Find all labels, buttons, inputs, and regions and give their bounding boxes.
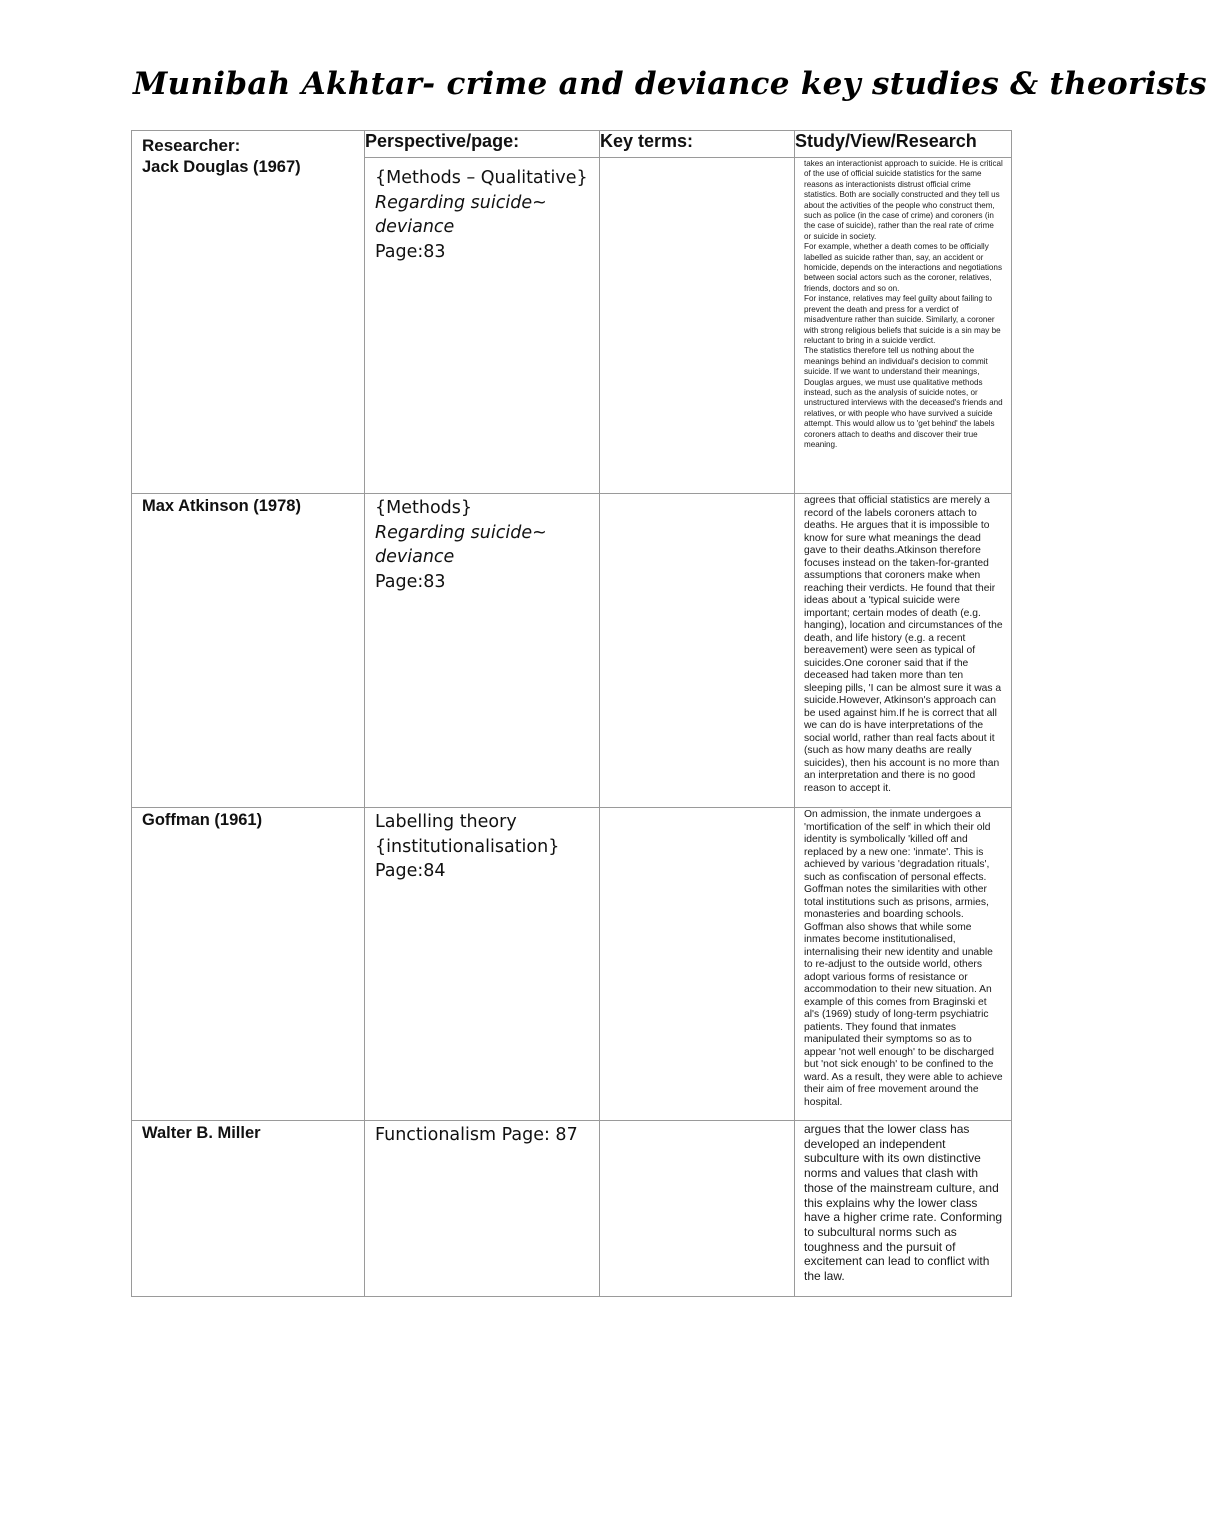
researcher-cell [132, 1121, 365, 1297]
perspective-line: Regarding suicide~ [375, 192, 547, 213]
study-cell [795, 158, 1012, 494]
perspective-line: {institutionalisation} [375, 836, 560, 857]
table-row [132, 494, 1012, 808]
perspective-cell [365, 158, 600, 494]
study-text: On admission, the inmate undergoes a 'mortification of the self' in which their old identity is symbolically 'killed off and replaced by a new one: 'inmate'. This is achieved by various 'degradation rituals', such as confiscation of personal effects. Goffman notes the similarities with other total institutions such as prisons, armies, monasteries and boarding schools. Goffman also shows that while some inmates become institutionalised, internalising their new identity and unable to re-adjust to the outside world, others adopt various forms of resistance or accommodation to their new situation. An example of this comes from Braginski et al's (1969) study of long-term psychiatric patients. They found that inmates manipulated their symptoms so as to appear 'not well enough' to be discharged but 'not sick enough' to be confined to the ward. As a result, they were able to achieve their aim of free movement around the hospital. [804, 809, 1003, 1108]
study-cell [795, 494, 1012, 808]
key-terms-cell [600, 808, 795, 1121]
study-text: agrees that official statistics are merely a record of the labels coroners attach to deaths. He argues that it is impossible to know for sure what meanings the dead gave to their deaths.Atkinson therefore focuses instead on the taken-for-granted assumptions that coroners make when reaching their verdicts. He found that their ideas about a 'typical suicide were important; certain modes of death (e.g. hanging), location and circumstances of the death, and life history (e.g. a recent bereavement) were seen as typical of suicides.One coroner said that if the deceased had taken more than ten sleeping pills, 'I can be almost sure it was a suicide.However, Atkinson's approach can be used against him.If he is correct that all we can do is have interpretations of the social world, rather than real facts about it (such as how many deaths are really suicides), then his account is no more than an interpretation and there is no good reason to accept it. [804, 495, 1003, 794]
table-row [132, 1121, 1012, 1297]
researcher-cell [132, 131, 365, 494]
study-text: argues that the lower class has developed an independent subculture with its own distinctive norms and values that clash with those of the mainstream culture, and this explains why the lower class have a higher crime rate. Conforming to subcultural norms such as toughness and the pursuit of excitement can lead to conflict with the law. [804, 1122, 1003, 1284]
researcher-name: Walter B. Miller [142, 1124, 261, 1142]
key-terms-cell [600, 494, 795, 808]
perspective-cell [365, 808, 600, 1121]
perspective-line: Regarding suicide~ [375, 522, 547, 543]
key-terms-cell [600, 158, 795, 494]
perspective-line: deviance [375, 217, 455, 237]
perspective-cell [365, 1121, 600, 1297]
perspective-page: Page:84 [375, 861, 446, 881]
perspective-line: {Methods} [375, 498, 473, 518]
researcher-header: Researcher: [142, 136, 241, 155]
perspective-cell [365, 494, 600, 808]
perspective-line: Labelling theory [375, 812, 517, 832]
study-cell [795, 808, 1012, 1121]
page-title: Munibah Akhtar- crime and deviance key studies & theorists [133, 66, 1207, 102]
perspective-header: Perspective/page: [365, 131, 600, 158]
study-text: takes an interactionist approach to suicide. He is critical of the use of official suicide statistics for the same reasons as interactionists distrust official crime statistics. Both are socially constructed and they tell us about the activities of the people who construct them, such as police (in the case of crime) and coroners (in the case of suicide), rather than the real rate of crime or suicide in society. For example, whether a death comes to be officially labelled as suicide rather than, say, an accident or homicide, depends on the interactions and negotiations between social actors such as the coroner, relatives, friends, doctors and so on. For instance, relatives may feel guilty about failing to prevent the death and press for a verdict of misadventure rather than suicide. Similarly, a coroner with strong religious beliefs that suicide is a sin may be reluctant to bring in a suicide verdict. The statistics therefore tell us nothing about the meanings behind an individual's decision to commit suicide. If we want to understand their meanings, Douglas argues, we must use qualitative methods instead, such as the analysis of suicide notes, or unstructured interviews with the deceased's friends and relatives, or with people who have survived a suicide attempt. This would allow us to 'get behind' the labels coroners attach to deaths and discover their true meaning. [804, 159, 1003, 449]
perspective-page: Page:83 [375, 241, 446, 262]
study-header: Study/View/Research [795, 131, 1012, 158]
perspective-line: deviance [375, 547, 455, 567]
study-cell [795, 1121, 1012, 1297]
researcher-name: Jack Douglas (1967) [142, 158, 301, 176]
perspective-line: {Methods – Qualitative} [375, 168, 588, 188]
perspective-page: Functionalism Page: 87 [375, 1125, 578, 1145]
researcher-name: Max Atkinson (1978) [142, 497, 301, 515]
perspective-page: Page:83 [375, 571, 446, 592]
researcher-cell [132, 808, 365, 1121]
researcher-name: Goffman (1961) [142, 811, 263, 829]
table-row [132, 808, 1012, 1121]
researcher-cell [132, 494, 365, 808]
key-terms-header: Key terms: [600, 131, 795, 158]
key-terms-cell [600, 1121, 795, 1297]
studies-table [131, 130, 1012, 1297]
table-header-row [132, 131, 1012, 158]
